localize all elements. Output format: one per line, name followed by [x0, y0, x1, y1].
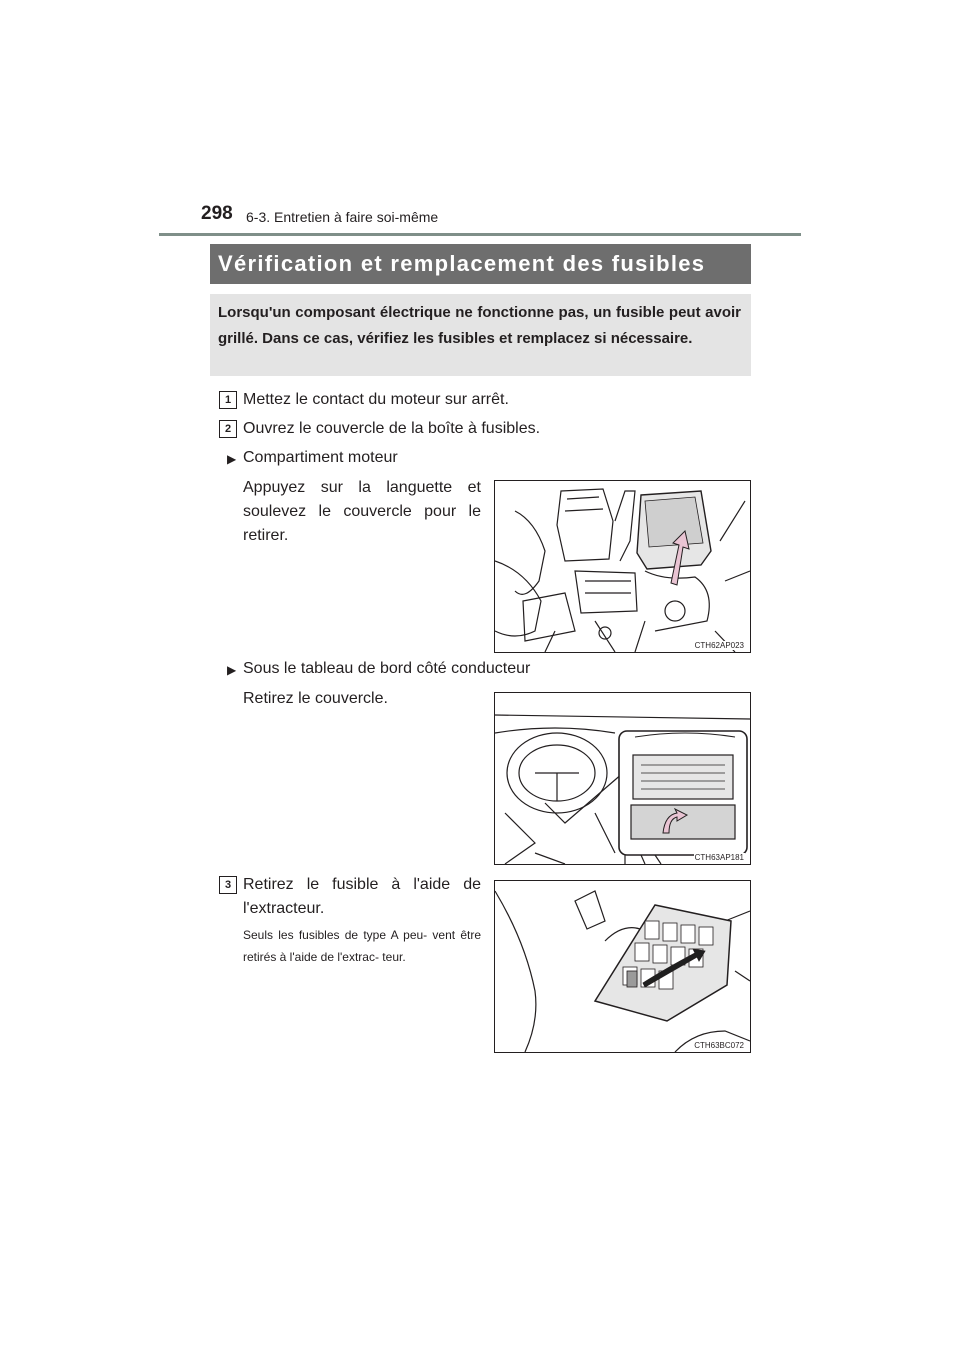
step-number-3: 3 [219, 876, 237, 894]
step-number-1: 1 [219, 391, 237, 409]
title-bar [210, 244, 751, 284]
engine-instruction-text: Appuyez sur la languette et soulevez le couvercle pour le retirer. [243, 479, 481, 544]
figure-1-code: CTH62AP023 [694, 641, 744, 650]
figure-3-code: CTH63BC072 [694, 1041, 744, 1050]
intro-box [210, 294, 751, 376]
figure-dashboard-fuse-box [494, 692, 751, 865]
step-1-text: Mettez le contact du moteur sur arrêt. [243, 391, 509, 408]
engine-compartment-illustration [495, 481, 750, 652]
engine-instruction [243, 476, 481, 548]
step-3-instruction [243, 873, 481, 921]
dashboard-instruction-text: Retirez le couvercle. [243, 690, 388, 707]
page-number: 298 [201, 203, 233, 224]
dashboard-illustration [495, 693, 750, 864]
header-rule [159, 233, 801, 236]
step-3-text: Retirez le fusible à l'aide de l'extracteur. [243, 876, 481, 917]
bullet-dashboard-label: Sous le tableau de bord côté conducteur [243, 660, 531, 677]
step-2-text: Ouvrez le couvercle de la boîte à fusibles. [243, 420, 541, 437]
step-number-2: 2 [219, 420, 237, 438]
section-label: 6-3. Entretien à faire soi-même [246, 209, 439, 225]
figure-engine-fuse-box [494, 480, 751, 653]
bullet-engine-label: Compartiment moteur [243, 449, 398, 466]
bullet-arrow-icon: ▶ [227, 452, 237, 466]
figure-fuse-extractor [494, 880, 751, 1053]
intro-text: Lorsqu'un composant électrique ne fonctionne pas, un fusible peut avoir grillé. Dans ce cas, vérifiez les fusibles et remplacez si nécessaire. [218, 304, 741, 347]
bullet-arrow-icon: ▶ [227, 663, 237, 677]
page-title: Vérification et remplacement des fusibles [218, 251, 706, 276]
fuse-extractor-illustration [495, 881, 750, 1052]
step-3-note [243, 924, 481, 968]
step-3-note-text: Seuls les fusibles de type A peu- vent être retirés à l'aide de l'extrac- teur. [243, 928, 481, 964]
figure-2-code: CTH63AP181 [694, 853, 744, 862]
